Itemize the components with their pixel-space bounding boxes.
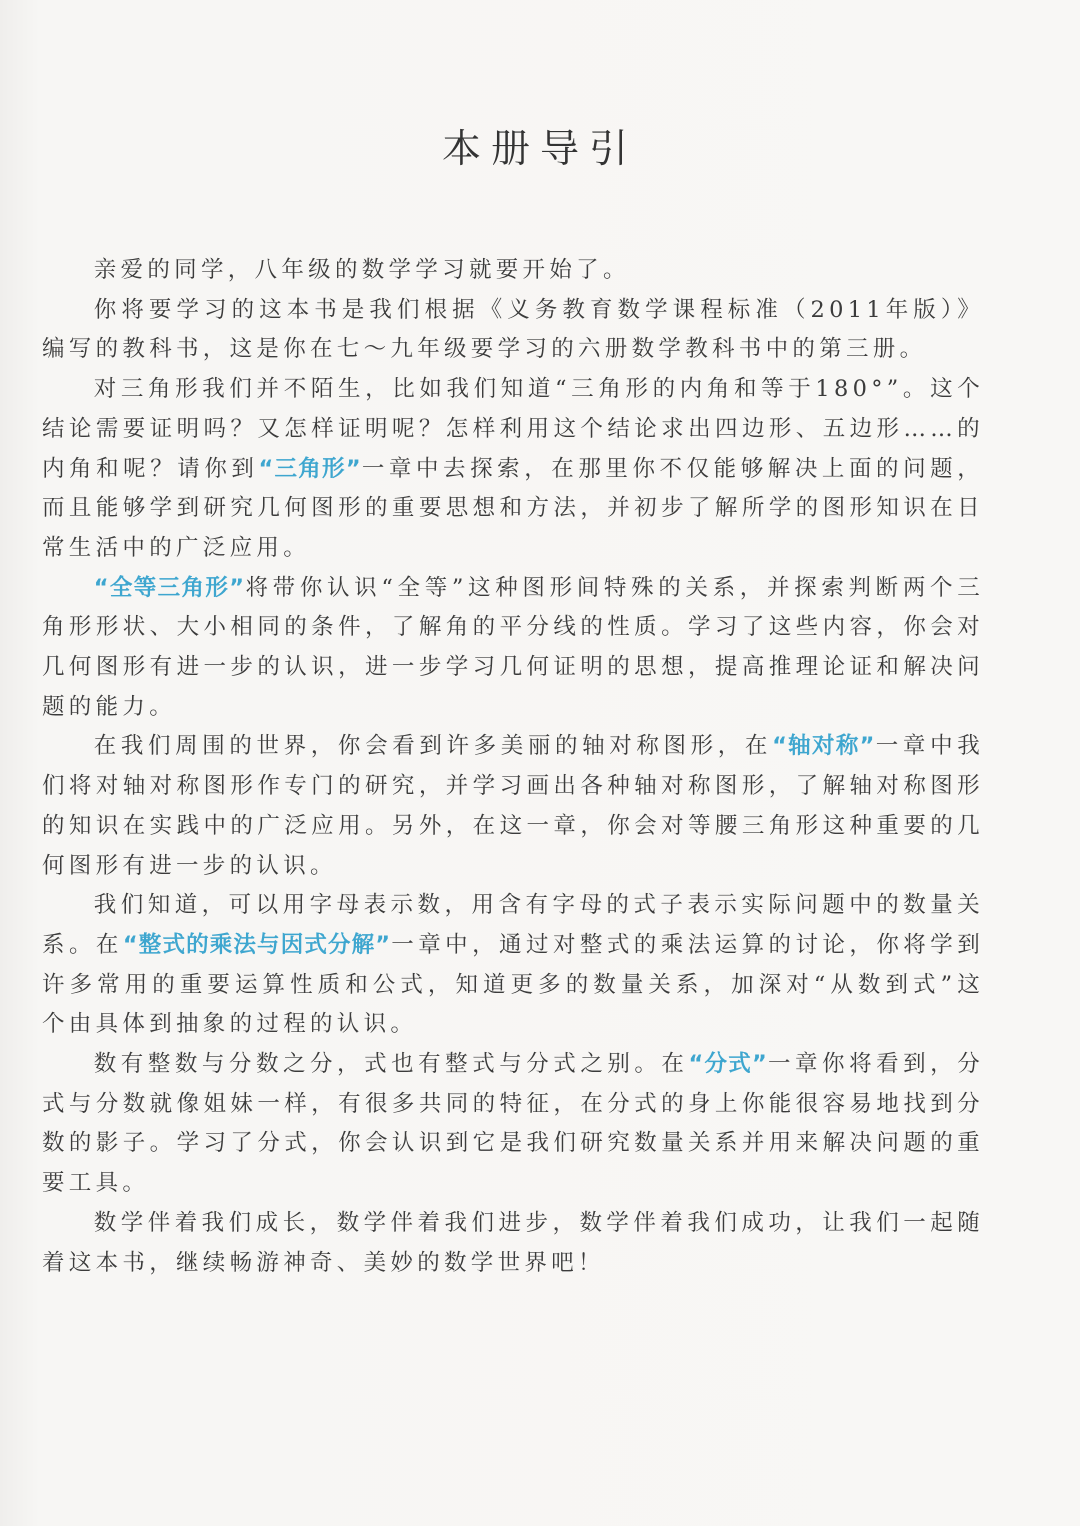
chapter-name-highlight: “分式” — [688, 1051, 768, 1078]
chapter-name-highlight: “全等三角形” — [93, 574, 246, 601]
paragraph-text: 我们知道，可以用字母表示数，用含有字母的式子表示实际问题中的数量关系。在 — [42, 892, 984, 958]
paragraph — [42, 291, 984, 370]
paragraph-text: 对三角形我们并不陌生，比如我们知道“三角形的内角和等于180°”。这个结论需要证明吗？又怎样证明呢？怎样利用这个结论求出四边形、五边形……的内角和呢？请你到 — [42, 376, 984, 482]
paragraph — [42, 1045, 984, 1204]
paragraph-text: 一章你将看到，分式与分数就像姐妹一样，有很多共同的特征，在分式的身上你能很容易地找到分数的影子。学习了分式，你会认识到它是我们研究数量关系并用来解决问题的重要工具。 — [42, 1051, 985, 1197]
paragraph — [42, 370, 984, 569]
page-title: 本册导引 — [441, 127, 638, 172]
paragraph-text: 将带你认识“全等”这种图形间特殊的关系，并探索判断两个三角形形状、大小相同的条件，了解角的平分线的性质。学习了这些内容，你会对几何图形有进一步的认识，进一步学习几何证明的思想，提高推理论证和解决问题的能力。 — [42, 574, 985, 720]
paragraph — [42, 1204, 984, 1283]
paragraph-text: 在我们周围的世界，你会看到许多美丽的轴对称图形，在 — [93, 733, 773, 760]
paragraph — [42, 886, 984, 1045]
chapter-name-highlight: “轴对称” — [772, 733, 876, 760]
body-text — [42, 251, 984, 1283]
paragraph-text: 一章中去探索，在那里你不仅能够解决上面的问题，而且能够学到研究几何图形的重要思想和方法，并初步了解所学的图形知识在日常生活中的广泛应用。 — [42, 455, 984, 561]
paragraph-text: 你将要学习的这本书是我们根据《义务教育数学课程标准（2011年版）》编写的教科书，这是你在七～九年级要学习的六册数学教科书中的第三册。 — [42, 296, 984, 363]
paragraph-text: 亲爱的同学，八年级的数学学习就要开始了。 — [93, 257, 630, 283]
paragraph — [42, 569, 984, 728]
paragraph-text: 一章中，通过对整式的乘法运算的讨论，你将学到许多常用的重要运算性质和公式，知道更多的数量关系，加深对“从数到式”这个由具体到抽象的过程的认识。 — [42, 931, 984, 1038]
chapter-name-highlight: “整式的乘法与因式分解” — [122, 931, 392, 958]
paragraph — [42, 727, 984, 886]
chapter-name-highlight: “三角形” — [258, 455, 362, 482]
paragraph-text: 一章中我们将对轴对称图形作专门的研究，并学习画出各种轴对称图形，了解轴对称图形的知识在实践中的广泛应用。另外，在这一章，你会对等腰三角形这种重要的几何图形有进一步的认识。 — [42, 733, 984, 879]
paragraph-text: 数学伴着我们成长，数学伴着我们进步，数学伴着我们成功，让我们一起随着这本书，继续畅游神奇、美妙的数学世界吧！ — [42, 1209, 984, 1276]
paragraph — [42, 251, 984, 291]
paragraph-text: 数有整数与分数之分，式也有整式与分式之别。在 — [93, 1051, 689, 1078]
